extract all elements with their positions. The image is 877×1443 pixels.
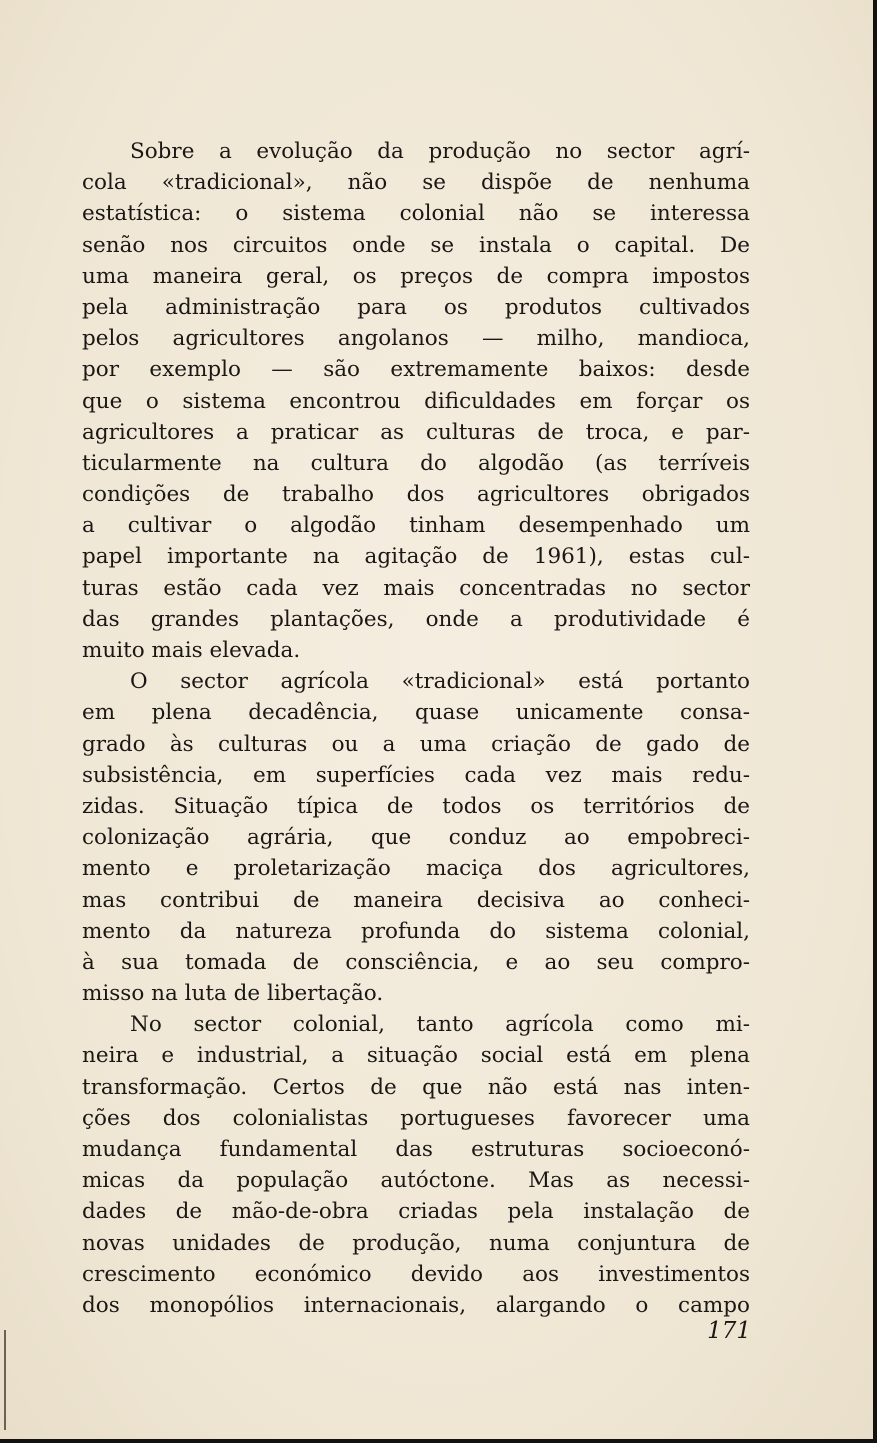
text-line: à sua tomada de consciência, e ao seu compro- [82, 949, 750, 975]
text-line: novas unidades de produção, numa conjuntura de [82, 1230, 750, 1256]
text-line: zidas. Situação típica de todos os territórios de [82, 793, 750, 819]
page-edge-left [4, 1330, 6, 1430]
text-line: transformação. Certos de que não está nas inten- [82, 1074, 750, 1100]
text-line: cola «tradicional», não se dispõe de nenhuma [82, 170, 750, 196]
text-line: dos monopólios internacionais, alargando o campo [82, 1292, 750, 1318]
text-line: mudança fundamental das estruturas socioeconó- [82, 1137, 750, 1162]
text-line: uma maneira geral, os preços de compra impostos [82, 263, 750, 289]
text-line: mento da natureza profunda do sistema colonial, [82, 918, 750, 944]
text-line: turas estão cada vez mais concentradas no sector [82, 575, 750, 601]
text-line: O sector agrícola «tradicional» está portanto [130, 669, 750, 695]
paragraph-2 [82, 666, 750, 1009]
text-line: a cultivar o algodão tinham desempenhado um [82, 513, 750, 539]
text-line: misso na luta de libertação. [82, 981, 384, 1007]
paragraph-3 [82, 1009, 750, 1321]
text-line: pelos agricultores angolanos — milho, mandioca, [82, 326, 750, 352]
text-line: em plena decadência, quase unicamente consa- [82, 700, 750, 726]
text-line: mento e proletarização maciça dos agricultores, [82, 856, 750, 882]
text-line: crescimento económico devido aos investimentos [82, 1261, 750, 1287]
text-line: condições de trabalho dos agricultores obrigados [82, 482, 750, 508]
page-number: 171 [707, 1318, 751, 1344]
text-line: subsistência, em superfícies cada vez mais redu- [82, 762, 750, 788]
text-line: micas da população autóctone. Mas as necessi- [82, 1168, 750, 1194]
text-line: muito mais elevada. [82, 638, 301, 663]
text-line: das grandes plantações, onde a produtividade é [82, 606, 750, 632]
text-line: Sobre a evolução da produção no sector agrí- [130, 139, 750, 164]
text-line: senão nos circuitos onde se instala o capital. De [82, 232, 750, 258]
text-line: que o sistema encontrou dificuldades em forçar os [82, 388, 750, 414]
text-line: mas contribui de maneira decisiva ao conheci- [82, 887, 750, 913]
text-line: agricultores a praticar as culturas de troca, e par- [82, 419, 750, 445]
text-line: neira e industrial, a situação social está em plena [82, 1043, 750, 1069]
text-line: colonização agrária, que conduz ao empobreci- [82, 825, 750, 851]
text-line: dades de mão-de-obra criadas pela instalação de [82, 1199, 750, 1225]
text-line: papel importante na agitação de 1961), estas cul- [82, 544, 750, 570]
page-edge-right [873, 0, 877, 1443]
text-line: No sector colonial, tanto agrícola como mi- [130, 1012, 750, 1038]
text-line: por exemplo — são extremamente baixos: desde [82, 357, 750, 383]
text-line: grado às culturas ou a uma criação de gado de [82, 731, 750, 757]
text-line: ticularmente na cultura do algodão (as terríveis [82, 450, 750, 476]
paragraph-1 [82, 136, 750, 666]
body-text [82, 136, 750, 1321]
page-edge-bottom [0, 1439, 877, 1443]
text-line: ções dos colonialistas portugueses favorecer uma [82, 1105, 750, 1131]
text-line: estatística: o sistema colonial não se interessa [82, 201, 750, 227]
text-line: pela administração para os produtos cultivados [82, 294, 750, 320]
